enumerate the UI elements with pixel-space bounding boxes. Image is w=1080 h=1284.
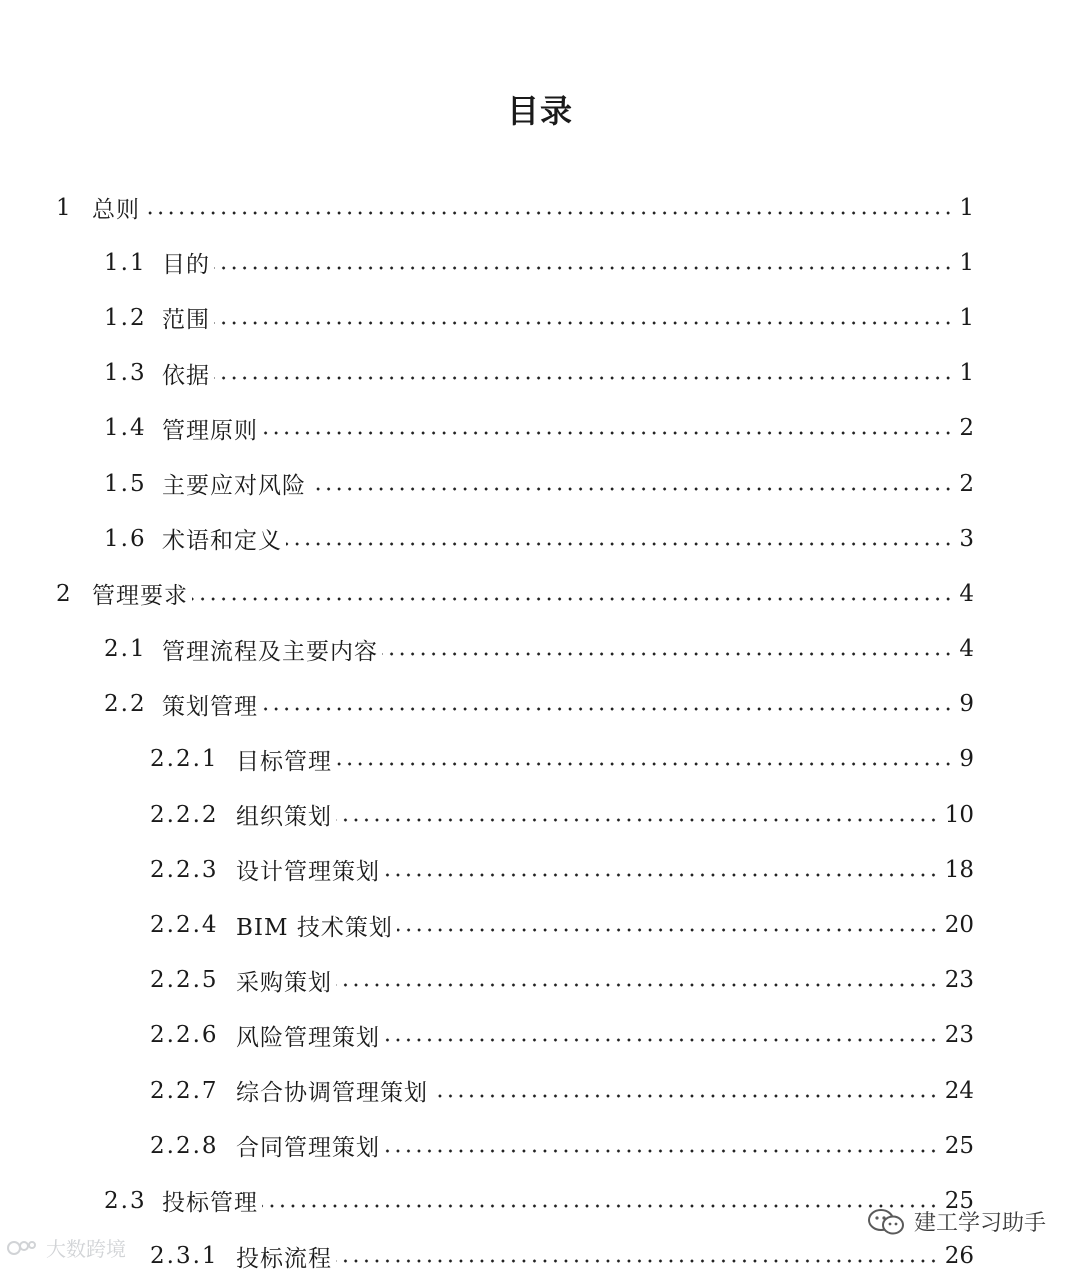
toc-entry-title: BIM 技术策划 bbox=[236, 914, 393, 941]
watermark-left bbox=[6, 1233, 126, 1262]
toc-dot-leader bbox=[336, 816, 939, 824]
toc-dot-leader bbox=[384, 1147, 939, 1155]
toc-entry-page-number: 26 bbox=[944, 1243, 974, 1270]
toc-entry-number: 1.5 bbox=[104, 470, 147, 497]
toc-entry-page-number: 4 bbox=[959, 636, 974, 663]
toc-entry[interactable] bbox=[0, 511, 1080, 566]
toc-dot-leader bbox=[310, 485, 953, 493]
wechat-icon bbox=[866, 1207, 906, 1237]
table-of-contents bbox=[0, 180, 1080, 1284]
toc-entry-page-number: 1 bbox=[959, 194, 974, 221]
toc-entry-title: 目的 bbox=[162, 252, 210, 279]
toc-dot-leader bbox=[262, 1202, 939, 1210]
toc-entry-page-number: 1 bbox=[959, 360, 974, 387]
toc-entry-title: 投标管理 bbox=[162, 1190, 258, 1217]
toc-dot-leader bbox=[384, 871, 939, 879]
toc-dot-leader bbox=[432, 1092, 939, 1100]
toc-entry-title: 风险管理策划 bbox=[236, 1024, 380, 1051]
toc-entry[interactable] bbox=[0, 346, 1080, 401]
toc-entry-number: 2.2.6 bbox=[150, 1022, 219, 1049]
toc-entry[interactable] bbox=[0, 953, 1080, 1008]
toc-entry-number: 1.3 bbox=[104, 360, 147, 387]
toc-entry-page-number: 3 bbox=[959, 525, 974, 552]
toc-entry-page-number: 25 bbox=[944, 1132, 974, 1159]
brand-logo-icon bbox=[6, 1237, 38, 1259]
toc-entry-title: 投标流程 bbox=[236, 1245, 332, 1272]
toc-entry-page-number: 9 bbox=[959, 746, 974, 773]
toc-dot-leader bbox=[384, 1036, 939, 1044]
toc-entry-title: 采购策划 bbox=[236, 969, 332, 996]
toc-entry-number: 2.3.1 bbox=[150, 1243, 219, 1270]
toc-entry-page-number: 1 bbox=[959, 249, 974, 276]
toc-dot-leader bbox=[286, 540, 953, 548]
toc-entry-title: 依据 bbox=[162, 362, 210, 389]
toc-entry[interactable] bbox=[0, 456, 1080, 511]
toc-dot-leader bbox=[336, 760, 953, 768]
toc-entry[interactable] bbox=[0, 897, 1080, 952]
toc-entry-title: 综合协调管理策划 bbox=[236, 1080, 428, 1107]
toc-entry-number: 2.2.7 bbox=[150, 1077, 219, 1104]
toc-entry-number: 2.2.1 bbox=[150, 746, 219, 773]
toc-entry-number: 2.2.3 bbox=[150, 856, 219, 883]
toc-entry[interactable] bbox=[0, 622, 1080, 677]
toc-entry-number: 1.2 bbox=[104, 304, 147, 331]
toc-entry[interactable] bbox=[0, 1063, 1080, 1118]
toc-entry-title: 目标管理 bbox=[236, 748, 332, 775]
toc-dot-leader bbox=[192, 595, 953, 603]
toc-entry[interactable] bbox=[0, 235, 1080, 290]
toc-dot-leader bbox=[214, 319, 953, 327]
toc-entry-title: 设计管理策划 bbox=[236, 859, 380, 886]
toc-entry-title: 管理原则 bbox=[162, 417, 258, 444]
toc-dot-leader bbox=[214, 374, 953, 382]
toc-entry[interactable] bbox=[0, 1008, 1080, 1063]
toc-entry-page-number: 18 bbox=[944, 856, 974, 883]
toc-entry-number: 2.1 bbox=[104, 636, 147, 663]
page-title: 目录 bbox=[506, 92, 573, 131]
toc-entry-number: 1.4 bbox=[104, 415, 147, 442]
toc-entry-page-number: 25 bbox=[944, 1187, 974, 1214]
toc-dot-leader bbox=[214, 264, 953, 272]
toc-entry-number: 2.2.8 bbox=[150, 1132, 219, 1159]
toc-entry[interactable] bbox=[0, 180, 1080, 235]
toc-entry[interactable] bbox=[0, 1118, 1080, 1173]
toc-entry-page-number: 20 bbox=[944, 912, 974, 939]
toc-entry-page-number: 1 bbox=[959, 304, 974, 331]
watermark-left-text: 大数跨境 bbox=[46, 1237, 126, 1261]
toc-entry-title: 总则 bbox=[92, 197, 140, 224]
toc-dot-leader bbox=[144, 209, 953, 217]
toc-dot-leader bbox=[397, 926, 939, 934]
toc-entry[interactable] bbox=[0, 732, 1080, 787]
watermark-right bbox=[866, 1206, 1046, 1237]
toc-entry-page-number: 2 bbox=[959, 470, 974, 497]
toc-dot-leader bbox=[382, 650, 953, 658]
toc-entry-number: 1 bbox=[56, 194, 73, 221]
toc-entry-number: 2.2 bbox=[104, 691, 147, 718]
toc-entry-title: 组织策划 bbox=[236, 804, 332, 831]
toc-entry-title: 主要应对风险 bbox=[162, 473, 306, 500]
toc-entry-title: 范围 bbox=[162, 307, 210, 334]
toc-entry-title: 管理要求 bbox=[92, 583, 188, 610]
toc-entry-page-number: 23 bbox=[944, 967, 974, 994]
toc-entry[interactable] bbox=[0, 787, 1080, 842]
toc-entry-page-number: 4 bbox=[959, 580, 974, 607]
toc-entry-page-number: 23 bbox=[944, 1022, 974, 1049]
toc-dot-leader bbox=[336, 981, 939, 989]
toc-entry-number: 2 bbox=[56, 580, 73, 607]
toc-dot-leader bbox=[262, 705, 953, 713]
toc-entry-title: 合同管理策划 bbox=[236, 1135, 380, 1162]
toc-entry-page-number: 10 bbox=[944, 801, 974, 828]
toc-entry-title: 管理流程及主要内容 bbox=[162, 638, 378, 665]
toc-entry-number: 1.6 bbox=[104, 525, 147, 552]
toc-entry[interactable] bbox=[0, 677, 1080, 732]
toc-entry[interactable] bbox=[0, 290, 1080, 345]
toc-entry-page-number: 24 bbox=[944, 1077, 974, 1104]
toc-entry-number: 2.2.5 bbox=[150, 967, 219, 994]
toc-entry-page-number: 9 bbox=[959, 691, 974, 718]
toc-entry-number: 1.1 bbox=[104, 249, 147, 276]
toc-entry[interactable] bbox=[0, 842, 1080, 897]
watermark-right-text: 建工学习助手 bbox=[913, 1211, 1046, 1236]
toc-entry-number: 2.2.4 bbox=[150, 912, 219, 939]
toc-entry-number: 2.3 bbox=[104, 1187, 147, 1214]
toc-entry[interactable] bbox=[0, 566, 1080, 621]
toc-entry-title: 术语和定义 bbox=[162, 528, 282, 555]
toc-entry-number: 2.2.2 bbox=[150, 801, 219, 828]
toc-entry-title: 策划管理 bbox=[162, 693, 258, 720]
toc-entry-page-number: 2 bbox=[959, 415, 974, 442]
toc-dot-leader bbox=[262, 429, 953, 437]
toc-dot-leader bbox=[336, 1257, 939, 1265]
toc-entry[interactable] bbox=[0, 401, 1080, 456]
